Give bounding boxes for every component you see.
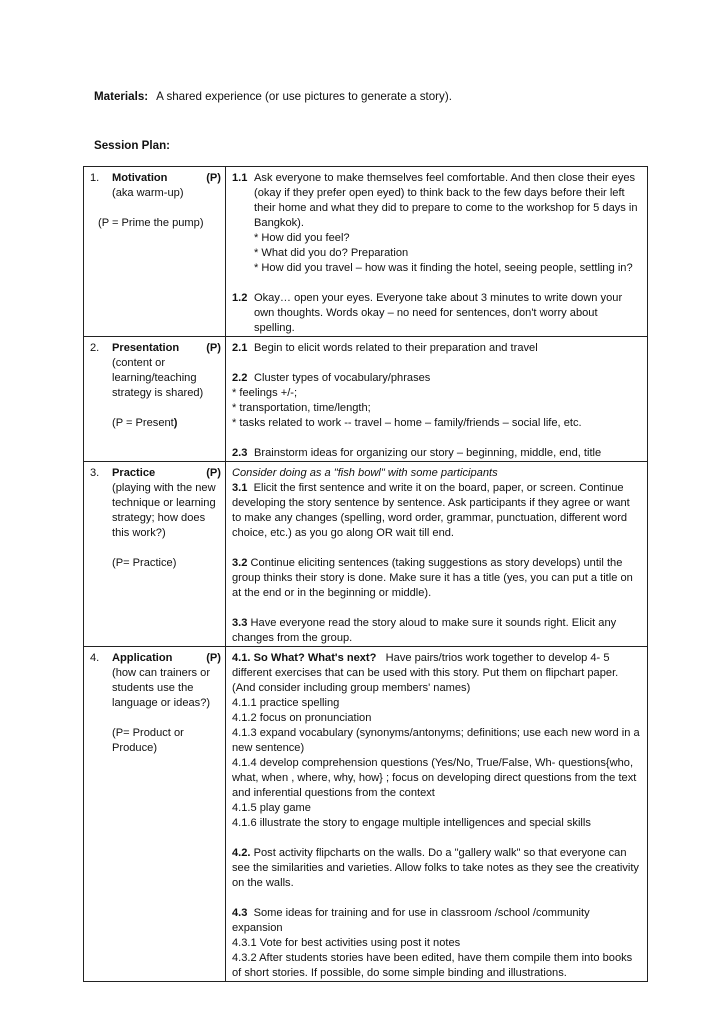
- section-heading: 4.2.: [232, 847, 251, 859]
- step-tag: (P): [206, 467, 221, 479]
- materials-text: A shared experience (or use pictures to generate a story).: [156, 90, 452, 103]
- item-text: Okay… open your eyes. Everyone take about 3 minutes to write down your own thoughts. Words okay – no need for sentences, don't worry about spelling.: [254, 292, 623, 334]
- item-label: 3.2: [232, 557, 248, 569]
- item-text: Brainstorm ideas for organizing our story – beginning, middle, end, title: [254, 447, 602, 459]
- bullet-item: * How did you travel – how was it finding the hotel, seeing people, settling in?: [254, 262, 633, 274]
- item-text: Ask everyone to make themselves feel comfortable. And then close their eyes (okay if they prefer open eyed) to think back to the few days before their left their home and what they did to prepare to come to the workshop for 5 days in Bangkok).: [254, 172, 638, 229]
- section-text: Have pairs/trios work together to develop 4- 5 different exercises that can be used with this story. Put them on flipchart paper. (And consider including group members' names): [232, 652, 619, 694]
- step-title: Motivation: [112, 172, 168, 184]
- step-tag: (P): [206, 342, 221, 354]
- activity-cell: [226, 167, 648, 337]
- step-title: Presentation: [112, 342, 180, 354]
- item-label: 1.1: [232, 172, 248, 184]
- step-description: (playing with the new technique or learning strategy; how does this work?): [112, 482, 216, 539]
- table-row: [84, 462, 648, 647]
- step-description: (content or learning/teaching strategy is shared): [112, 357, 204, 399]
- sub-item: 4.1.2 focus on pronunciation: [232, 712, 372, 724]
- item-text: Have everyone read the story aloud to make sure it sounds right. Elicit any changes from the group.: [232, 617, 617, 644]
- table-row: [84, 167, 648, 337]
- materials-line: [94, 90, 452, 103]
- item-text: Continue eliciting sentences (taking suggestions as story develops) until the group thinks their story is done. Make sure it has a title (yes, you can put a title on at the end or in the beginning or middle).: [232, 557, 633, 599]
- step-note: (P = Prime the pump): [98, 217, 204, 229]
- item-text: Elicit the first sentence and write it on the board, paper, or screen. Continue developing the story sentence by sentence. Ask participants if they agree or want to make any changes (spelling, word order, grammar, punctuation, different word choice, etc.) as you go along OR wait till end.: [232, 482, 630, 539]
- step-cell: [84, 167, 226, 337]
- table-row: [84, 647, 648, 982]
- activity-cell: [226, 337, 648, 462]
- table-row: [84, 337, 648, 462]
- section-heading: 4.1. So What? What's next?: [232, 652, 377, 664]
- step-note: (P= Practice): [112, 557, 177, 569]
- sub-item: 4.1.1 practice spelling: [232, 697, 340, 709]
- sub-item: 4.1.6 illustrate the story to engage multiple intelligences and special skills: [232, 817, 591, 829]
- sub-item: 4.1.5 play game: [232, 802, 311, 814]
- item-label: 2.2: [232, 372, 248, 384]
- step-cell: [84, 337, 226, 462]
- session-plan-heading: Session Plan:: [94, 139, 171, 152]
- section-heading: 4.3: [232, 907, 248, 919]
- sub-item: 4.3.1 Vote for best activities using post it notes: [232, 937, 461, 949]
- bullet-item: * What did you do? Preparation: [254, 247, 409, 259]
- sub-item: 4.3.2 After students stories have been edited, have them compile them into books of short stories. If possible, do some simple binding and illustrations.: [232, 952, 633, 979]
- step-note: [112, 416, 221, 431]
- item-label: 2.3: [232, 447, 248, 459]
- step-cell: [84, 647, 226, 982]
- section-text: Post activity flipcharts on the walls. Do a "gallery walk" so that everyone can see the similarities and varieties. Allow folks to take notes as they see the creativity on the walls.: [232, 847, 639, 889]
- step-number: 1.: [90, 172, 100, 184]
- bullet-item: * feelings +/-;: [232, 387, 298, 399]
- step-number: 3.: [90, 467, 100, 479]
- item-text: Begin to elicit words related to their preparation and travel: [254, 342, 538, 354]
- item-label: 1.2: [232, 292, 248, 304]
- section-text: Some ideas for training and for use in classroom /school /community expansion: [232, 907, 590, 934]
- step-tag: (P): [206, 652, 221, 664]
- step-note-prefix: (P = Present: [112, 417, 174, 429]
- bullet-item: * transportation, time/length;: [232, 402, 371, 414]
- item-text: Cluster types of vocabulary/phrases: [254, 372, 431, 384]
- item-label: 2.1: [232, 342, 248, 354]
- session-plan-table: [83, 166, 648, 982]
- italic-note: Consider doing as a "fish bowl" with some participants: [232, 467, 498, 479]
- step-number: 2.: [90, 342, 100, 354]
- materials-label: Materials:: [94, 90, 149, 103]
- step-title: Practice: [112, 467, 156, 479]
- step-number: 4.: [90, 652, 100, 664]
- activity-cell: [226, 462, 648, 647]
- step-note: (P= Product or Produce): [112, 727, 184, 754]
- bullet-item: * tasks related to work -- travel – home – family/friends – social life, etc.: [232, 417, 582, 429]
- step-note-suffix: ): [173, 417, 178, 429]
- activity-cell: [226, 647, 648, 982]
- step-tag: (P): [206, 172, 221, 184]
- sub-item: 4.1.3 expand vocabulary (synonyms/antonyms; definitions; use each new word in a new sentence): [232, 727, 640, 754]
- step-title: Application: [112, 652, 173, 664]
- step-cell: [84, 462, 226, 647]
- bullet-item: * How did you feel?: [254, 232, 350, 244]
- step-description: (aka warm-up): [112, 187, 184, 199]
- sub-item: 4.1.4 develop comprehension questions (Yes/No, True/False, Wh- questions{who, what, when , where, why, how} ; focus on developing direct questions from the text and inferential questions from the context: [232, 757, 637, 799]
- step-description: (how can trainers or students use the language or ideas?): [112, 667, 211, 709]
- item-label: 3.3: [232, 617, 248, 629]
- item-label: 3.1: [232, 482, 248, 494]
